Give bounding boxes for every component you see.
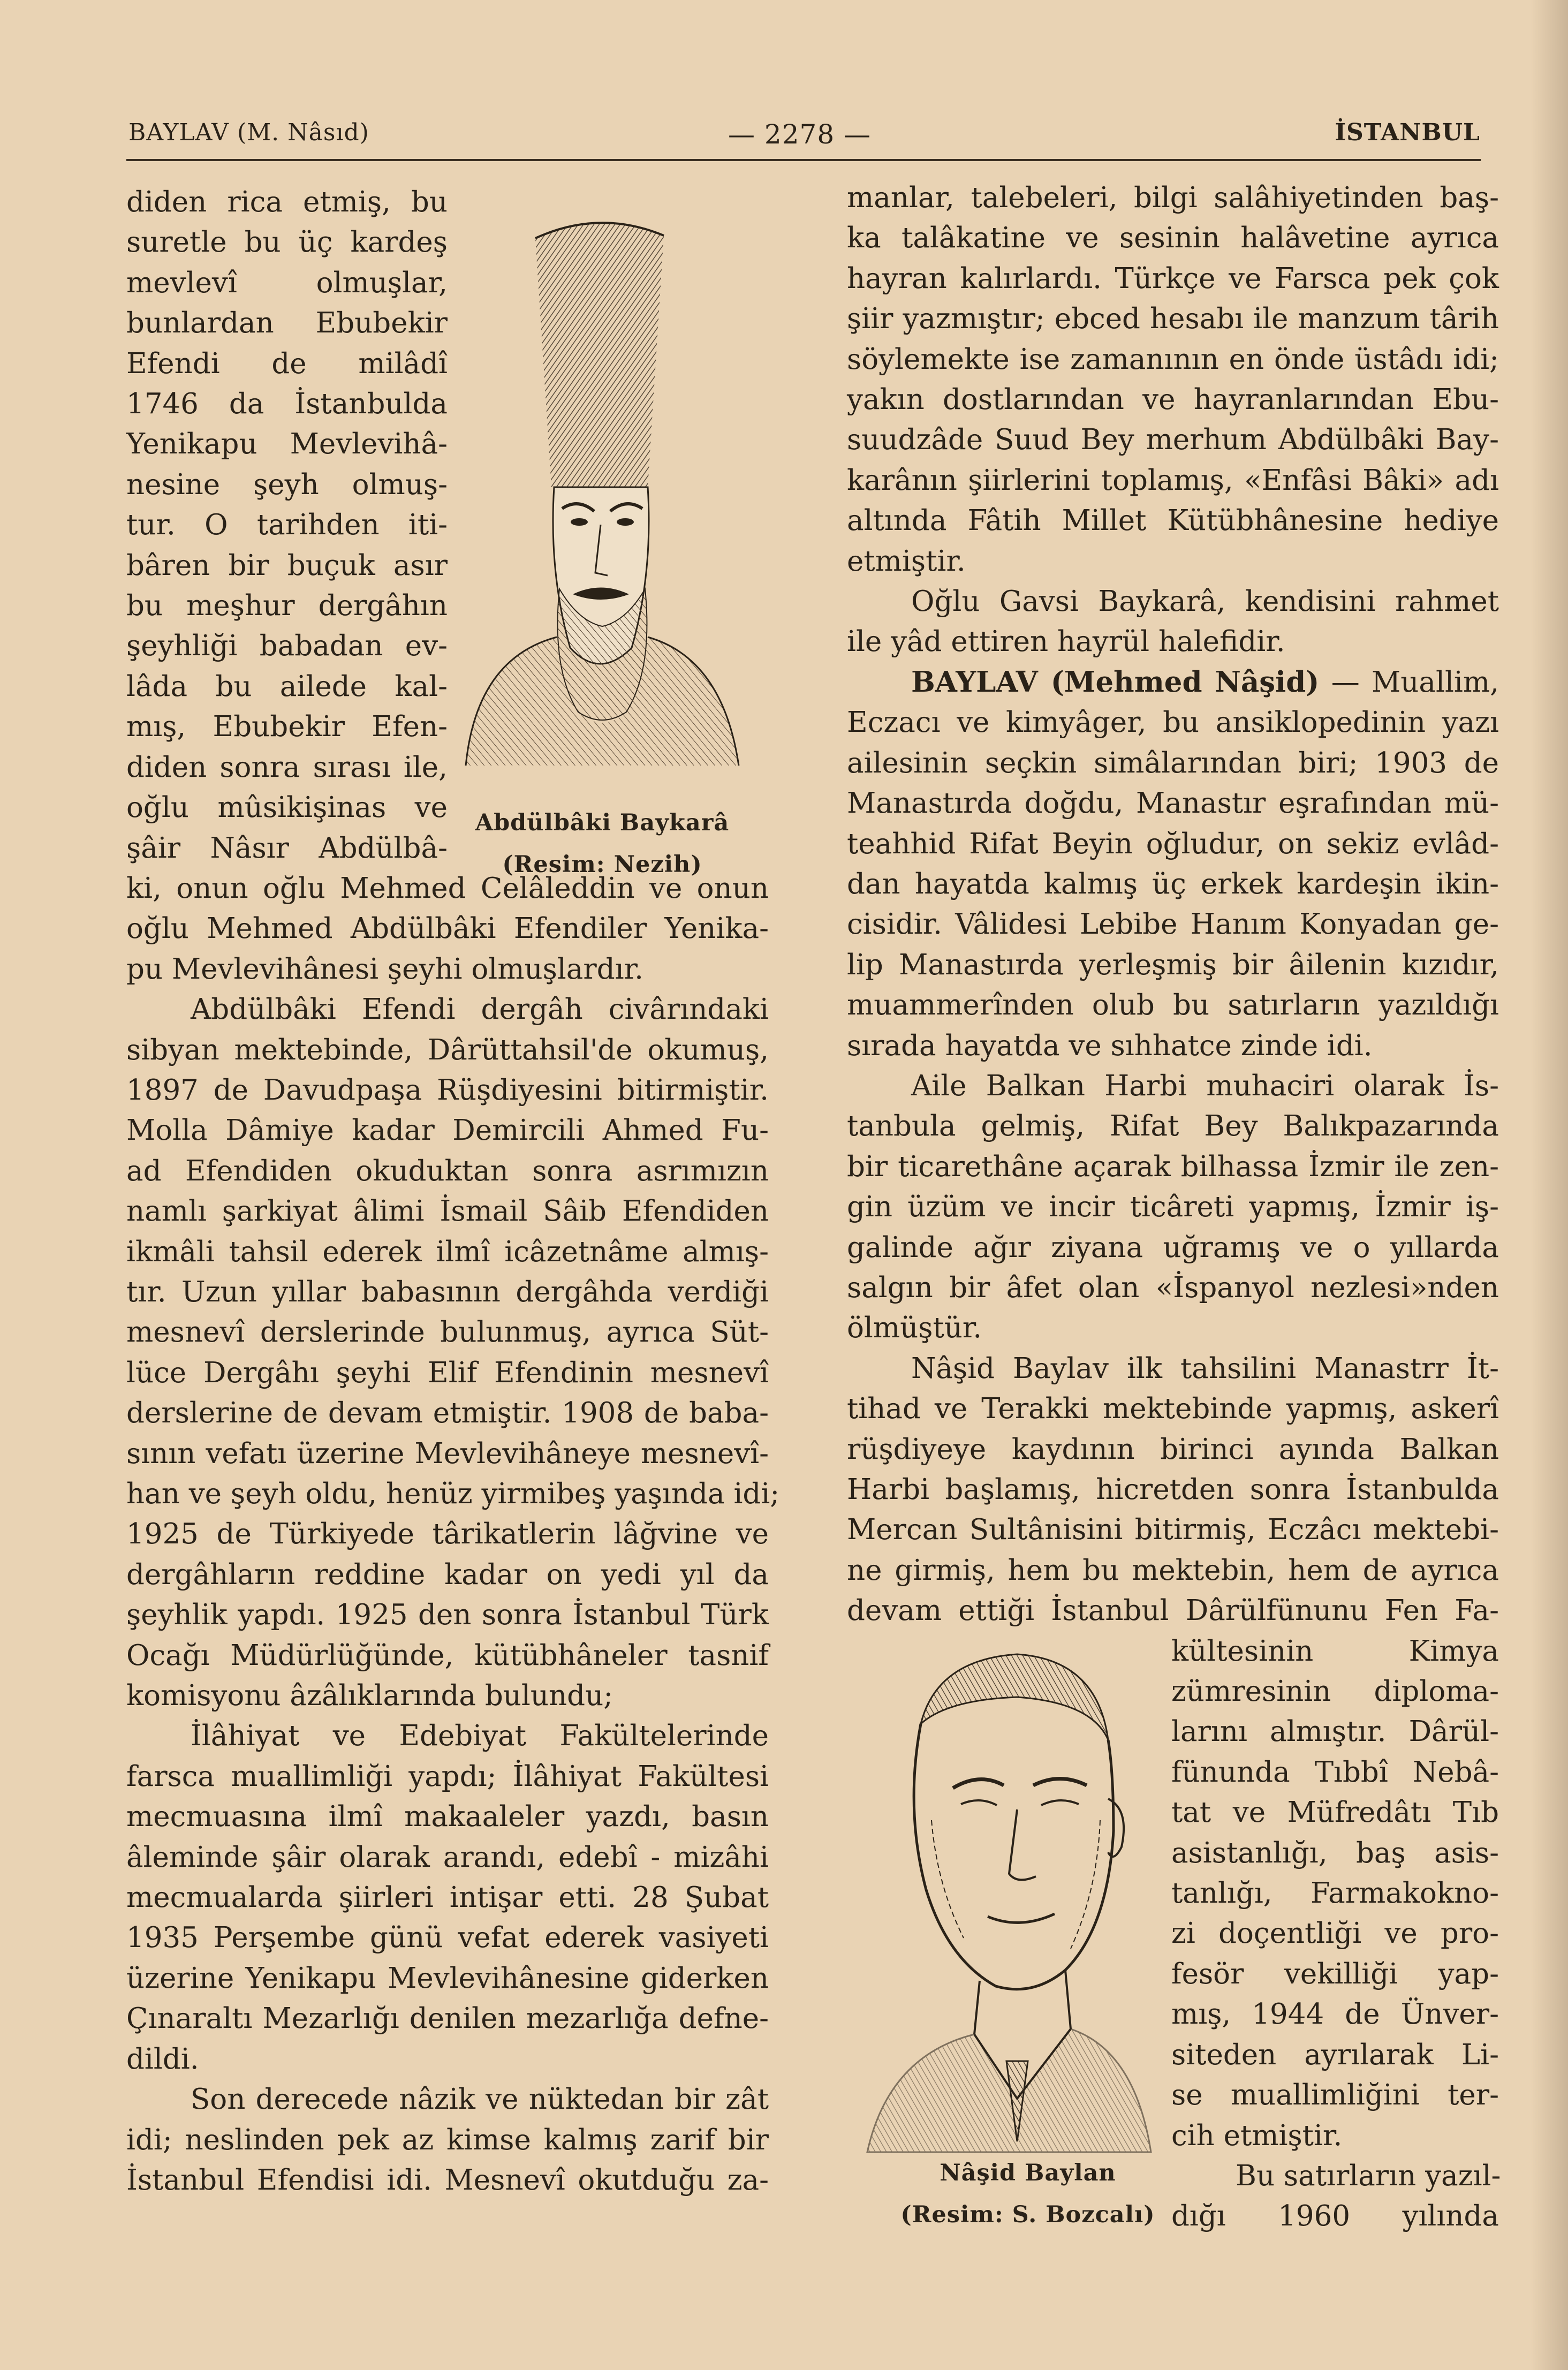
text-line: ki, onun oğlu Mehmed Celâleddin ve onun (126, 872, 769, 905)
text-line: cisidir. Vâlidesi Lebibe Hanım Konyadan ge- (847, 908, 1499, 941)
text-line: mış, Ebubekir Efen- (126, 710, 448, 744)
portrait-abdulbaki-caption-credit: (Resim: Nezih) (502, 851, 702, 878)
text-line: Ocağı Müdürlüğünde, kütübhâneler tasnif (126, 1639, 769, 1672)
header-entry-name: BAYLAV (M. Nâsıd) (128, 119, 369, 146)
text-line: rüşdiyeye kaydının birinci ayında Balkan (847, 1433, 1499, 1466)
text-line: tat ve Müfredâtı Tıb (1171, 1796, 1499, 1829)
text-line: ka talâkatine ve sesinin halâvetine ayrıca (847, 222, 1499, 255)
text-line: ile yâd ettiren hayrül halefidir. (847, 625, 1285, 658)
text-line: zümresinin diploma- (1171, 1675, 1499, 1708)
text-line: galinde ağır ziyana uğramış ve o yıllarda (847, 1231, 1499, 1264)
text-line: şâir Nâsır Abdülbâ- (126, 831, 448, 865)
text-line: 1925 de Türkiyede târikatlerin lâğvine ve (126, 1518, 769, 1551)
text-line: sının vefatı üzerine Mevlevihâneye mesnevî- (126, 1437, 769, 1470)
text-line: bunlardan Ebubekir (126, 307, 448, 340)
text-line: şiir yazmıştır; ebced hesabı ile manzum târih (847, 302, 1499, 336)
text-line: şeyhlik yapdı. 1925 den sonra İstanbul Türk (126, 1599, 769, 1632)
text-line: dildi. (126, 2042, 199, 2076)
text-line: oğlu Mehmed Abdülbâki Efendiler Yenika- (126, 912, 769, 945)
text-line: hayran kalırlardı. Türkçe ve Farsca pek çok (847, 262, 1499, 295)
header-rule (126, 159, 1481, 161)
left-paragraph-3 (126, 1716, 769, 2079)
portrait-nasid-baylan (857, 1638, 1156, 2157)
text-line: Eczacı ve kimyâger, bu ansiklopedinin yazı (847, 706, 1499, 739)
text-line: diden sonra sırası ile, (126, 751, 448, 784)
text-line: İstanbul Efendisi idi. Mesnevî okutduğu za- (126, 2163, 769, 2197)
text-line: sibyan mektebinde, Dârüttahsil'de okumuş, (126, 1033, 769, 1066)
text-line: altında Fâtih Millet Kütübhânesine hediye (847, 504, 1499, 537)
left-paragraph-1-end (126, 868, 769, 989)
text-line: Nâşid Baylav ilk tahsilini Manastrr İt- (911, 1352, 1499, 1385)
text-line: bu meşhur dergâhın (126, 589, 448, 623)
text-line: gin üzüm ve incir ticâreti yapmış, İzmir iş- (847, 1191, 1499, 1224)
entry-first-line (847, 662, 1499, 702)
text-line: dan hayatda kalmış üç erkek kardeşin ikin- (847, 867, 1499, 900)
right-paragraph-5 (847, 1349, 1499, 1631)
text-line: mevlevî olmuşlar, (126, 266, 448, 299)
entry-first-line-rest: — Muallim, (1331, 665, 1499, 699)
text-line: Manastırda doğdu, Manastır eşrafından mü- (847, 787, 1499, 820)
right-wrap-text (1171, 1631, 1499, 2156)
text-line: zi doçentliği ve pro- (1171, 1917, 1499, 1950)
right-paragraph-4 (847, 1066, 1499, 1349)
text-line: şeyhliği babadan ev- (126, 630, 448, 663)
portrait-abdulbaki-caption (460, 802, 744, 885)
text-line: mecmualarda şiirleri intişar etti. 28 Şubat (126, 1881, 769, 1914)
text-line: cih etmiştir. (1171, 2119, 1343, 2152)
text-line: oğlu mûsikişinas ve (126, 791, 448, 824)
portrait-abdulbaki-caption-name: Abdülbâki Baykarâ (475, 809, 730, 836)
text-line: suudzâde Suud Bey merhum Abdülbâki Bay- (847, 423, 1499, 457)
text-line: suretle bu üç kardeş (126, 226, 448, 259)
text-line: söylemekte ise zamanının en önde üstâdı idi; (847, 343, 1499, 376)
text-line: Efendi de milâdî (126, 347, 448, 380)
text-line: muammerînden olub bu satırların yazıldığı (847, 989, 1499, 1022)
text-line: Son derecede nâzik ve nüktedan bir zât (191, 2083, 769, 2116)
text-line: komisyonu âzâlıklarında bulundu; (126, 1679, 613, 1713)
page-number: — 2278 — (728, 119, 872, 150)
text-line: devam ettiği İstanbul Dârülfünunu Fen Fa- (847, 1594, 1499, 1627)
text-line: bâren bir buçuk asır (126, 549, 448, 582)
text-line: mesnevî derslerinde bulunmuş, ayrıca Süt- (126, 1316, 769, 1349)
text-line: lâda bu ailede kal- (126, 670, 448, 703)
text-line: bir ticarethâne açarak bilhassa İzmir ile zen- (847, 1150, 1499, 1183)
text-line: namlı şarkiyat âlimi İsmail Sâib Efendiden (126, 1195, 769, 1228)
text-line: yakın dostlarından ve hayranlarından Ebu- (847, 383, 1499, 417)
text-line: lip Manastırda yerleşmiş bir âilenin kızıdır, (847, 948, 1499, 981)
text-line: 1897 de Davudpaşa Rüşdiyesini bitirmiştir. (126, 1073, 769, 1107)
text-line: mış, 1944 de Ünver- (1171, 1998, 1499, 2031)
text-line: han ve şeyh oldu, henüz yirmibeş yaşında idi; (126, 1478, 780, 1510)
text-line: Mercan Sultânisini bitirmiş, Eczâcı mektebi- (847, 1513, 1499, 1547)
text-line: Bu satırların yazıl- (1236, 2159, 1501, 2192)
text-line: mecmuasına ilmî makaaleler yazdı, basın (126, 1800, 769, 1834)
text-line: fünunda Tıbbî Nebâ- (1171, 1755, 1499, 1789)
text-line: etmiştir. (847, 544, 966, 578)
text-line: teahhid Rifat Beyin oğludur, on sekiz evlâd- (847, 827, 1499, 860)
text-line: Çınaraltı Mezarlığı denilen mezarlığa defne- (126, 2002, 769, 2035)
portrait-nasid-caption-name: Nâşid Baylan (940, 2160, 1116, 2186)
text-line: ailesinin seçkin simâlarından biri; 1903 de (847, 746, 1499, 779)
text-line: manlar, talebeleri, bilgi salâhiyetinden baş- (847, 181, 1499, 214)
entry-paragraph-1 (847, 702, 1499, 1066)
text-line: larını almıştır. Dârül- (1171, 1715, 1499, 1748)
text-line: tanbula gelmiş, Rifat Bey Balıkpazarında (847, 1110, 1499, 1143)
portrait-nasid-caption-credit: (Resim: S. Bozcalı) (900, 2201, 1155, 2228)
text-line: se muallimliğini ter- (1171, 2079, 1499, 2112)
text-line: pu Mevlevihânesi şeyhi olmuşlardır. (126, 952, 643, 986)
text-line: tır. Uzun yıllar babasının dergâhda verdiği (126, 1275, 769, 1308)
text-line: Yenikapu Mevlevihâ- (126, 428, 448, 461)
text-line: idi; neslinden pek az kimse kalmış zarif bir (126, 2123, 769, 2156)
text-line: asistanlığı, baş asis- (1171, 1836, 1499, 1869)
text-line: üzerine Yenikapu Mevlevihânesine giderken (126, 1962, 769, 1995)
text-line: salgın bir âfet olan «İspanyol nezlesi»nden (847, 1271, 1499, 1304)
text-line: tur. O tarihden iti- (126, 509, 448, 542)
text-line: âleminde şâir olarak arandı, edebî - mizâhi (126, 1841, 769, 1874)
right-paragraph-1 (847, 178, 1499, 581)
text-line: ikmâli tahsil ederek ilmî icâzetnâme almış- (126, 1235, 769, 1268)
text-line: Molla Dâmiye kadar Demircili Ahmed Fu- (126, 1114, 769, 1147)
text-line: derslerine de devam etmiştir. 1908 de baba- (126, 1397, 769, 1430)
portrait-abdulbaki-drawing (455, 198, 744, 771)
text-line: nesine şeyh olmuş- (126, 468, 448, 501)
text-line: kültesinin Kimya (1171, 1634, 1499, 1668)
page-header (128, 119, 1480, 156)
left-paragraph-4 (126, 2079, 769, 2200)
text-line: fesör vekilliği yap- (1171, 1957, 1499, 1990)
text-line: Aile Balkan Harbi muhaciri olarak İs- (911, 1069, 1499, 1102)
text-line: lüce Dergâhı şeyhi Elif Efendinin mesnevî (126, 1356, 769, 1389)
portrait-nasid-drawing (857, 1638, 1156, 2157)
text-line: karânın şiirlerini toplamış, «Enfâsi Bâki» adı (847, 464, 1499, 497)
page-edge-shadow (1531, 0, 1568, 2370)
text-line: Harbi başlamış, hicretden sonra İstanbulda (847, 1473, 1499, 1506)
text-line: Oğlu Gavsi Baykarâ, kendisini rahmet (911, 585, 1499, 618)
text-line: siteden ayrılarak Li- (1171, 2038, 1499, 2071)
left-paragraph-2 (126, 989, 780, 1716)
text-line: dergâhların reddine kadar on yedi yıl da (126, 1558, 769, 1591)
header-volume-title: İSTANBUL (1335, 119, 1480, 146)
text-line: ne girmiş, hem bu mektebin, hem de ayrıca (847, 1554, 1499, 1587)
text-line: 1935 Perşembe günü vefat ederek vasiyeti (126, 1921, 769, 1955)
portrait-abdulbaki-baykara (455, 198, 744, 771)
text-line: Abdülbâki Efendi dergâh civârındaki (191, 993, 769, 1026)
entry-title: BAYLAV (Mehmed Nâşid) (911, 665, 1320, 699)
text-line: sırada hayatda ve sıhhatce zinde idi. (847, 1029, 1373, 1062)
text-line: diden rica etmiş, bu (126, 186, 448, 218)
text-line: farsca muallimliği yapdı; İlâhiyat Fakültesi (126, 1760, 769, 1793)
text-line: ölmüştür. (847, 1312, 982, 1345)
text-line: dığı 1960 yılında (1171, 2200, 1499, 2233)
portrait-nasid-caption (878, 2152, 1178, 2236)
text-line: İlâhiyat ve Edebiyat Fakültelerinde (191, 1720, 769, 1753)
right-paragraph-2 (847, 581, 1499, 662)
text-line: tihad ve Terakki mektebinde yapmış, askerî (847, 1392, 1499, 1426)
text-line: 1746 da İstanbulda (126, 388, 448, 421)
text-line: ad Efendiden okuduktan sonra asrımızın (126, 1154, 769, 1187)
text-line: tanlığı, Farmakokno- (1171, 1877, 1499, 1910)
right-paragraph-last (1171, 2156, 1499, 2237)
